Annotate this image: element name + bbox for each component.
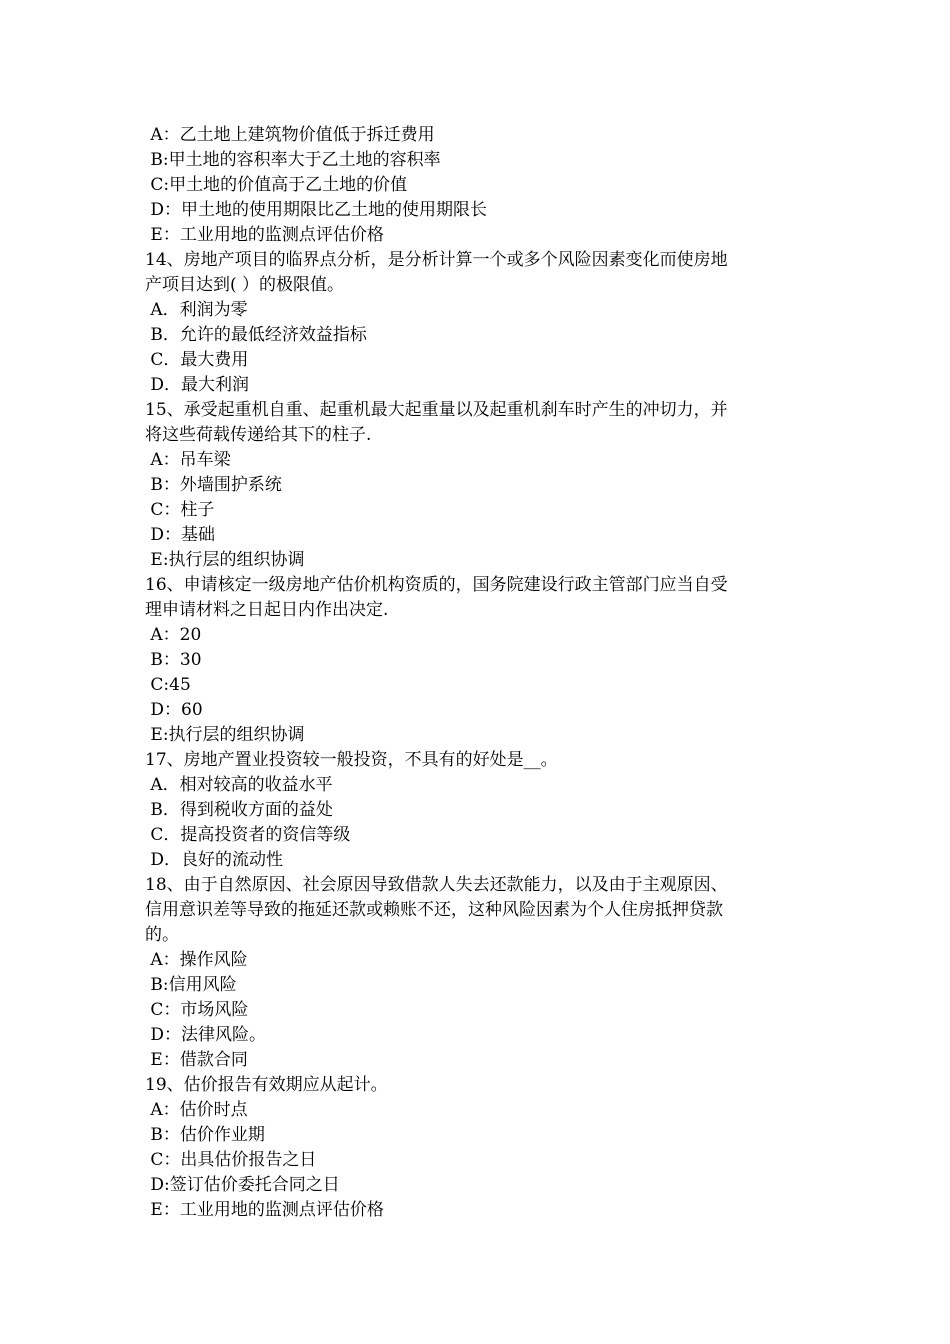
- option-line: E：借款合同: [145, 1050, 248, 1070]
- option-line: B．得到税收方面的益处: [145, 800, 333, 820]
- text-line: E：工业用地的监测点评估价格: [145, 225, 384, 245]
- option-line: A：操作风险: [145, 950, 248, 970]
- question-line: 的。: [145, 925, 179, 945]
- question-line: 19、估价报告有效期应从起计。: [145, 1075, 388, 1095]
- option-line: B：30: [145, 650, 202, 670]
- option-line: B：外墙围护系统: [145, 475, 282, 495]
- option-line: A．利润为零: [145, 300, 248, 320]
- option-line: A．相对较高的收益水平: [145, 775, 333, 795]
- option-line: D．最大利润: [145, 375, 250, 395]
- option-line: A：吊车梁: [145, 450, 231, 470]
- text-line: B:甲土地的容积率大于乙土地的容积率: [145, 150, 441, 170]
- question-line: 产项目达到( ）的极限值。: [145, 275, 345, 295]
- question-line: 18、由于自然原因、社会原因导致借款人失去还款能力，以及由于主观原因、: [145, 875, 728, 895]
- option-line: D：60: [145, 700, 203, 720]
- option-line: C:45: [145, 675, 191, 695]
- option-line: B:信用风险: [145, 975, 237, 995]
- question-line: 17、房地产置业投资较一般投资，不具有的好处是__。: [145, 750, 558, 770]
- option-line: C：柱子: [145, 500, 215, 520]
- option-line: D：法律风险。: [145, 1025, 267, 1045]
- option-line: E：工业用地的监测点评估价格: [145, 1200, 384, 1220]
- question-line: 信用意识差等导致的拖延还款或赖账不还，这种风险因素为个人住房抵押贷款: [145, 900, 723, 920]
- option-line: C：出具估价报告之日: [145, 1150, 317, 1170]
- text-line: D：甲土地的使用期限比乙土地的使用期限长: [145, 200, 488, 220]
- option-line: D．良好的流动性: [145, 850, 284, 870]
- text-line: A：乙土地上建筑物价值低于拆迁费用: [145, 125, 435, 145]
- question-line: 理申请材料之日起日内作出决定.: [145, 600, 389, 620]
- question-line: 16、申请核定一级房地产估价机构资质的，国务院建设行政主管部门应当自受: [145, 575, 728, 595]
- option-line: D：基础: [145, 525, 216, 545]
- option-line: C：市场风险: [145, 1000, 249, 1020]
- question-line: 14、房地产项目的临界点分析，是分析计算一个或多个风险因素变化而使房地: [145, 250, 728, 270]
- option-line: A：20: [145, 625, 202, 645]
- option-line: C．最大费用: [145, 350, 249, 370]
- option-line: D:签订估价委托合同之日: [145, 1175, 340, 1195]
- question-line: 15、承受起重机自重、起重机最大起重量以及起重机刹车时产生的冲切力，并: [145, 400, 728, 420]
- option-line: B：估价作业期: [145, 1125, 265, 1145]
- option-line: E:执行层的组织协调: [145, 725, 305, 745]
- question-line: 将这些荷载传递给其下的柱子.: [145, 425, 372, 445]
- document-body: [145, 123, 815, 1223]
- text-line: C:甲土地的价值高于乙土地的价值: [145, 175, 408, 195]
- option-line: B．允许的最低经济效益指标: [145, 325, 367, 345]
- option-line: A：估价时点: [145, 1100, 248, 1120]
- option-line: E:执行层的组织协调: [145, 550, 305, 570]
- option-line: C．提高投资者的资信等级: [145, 825, 351, 845]
